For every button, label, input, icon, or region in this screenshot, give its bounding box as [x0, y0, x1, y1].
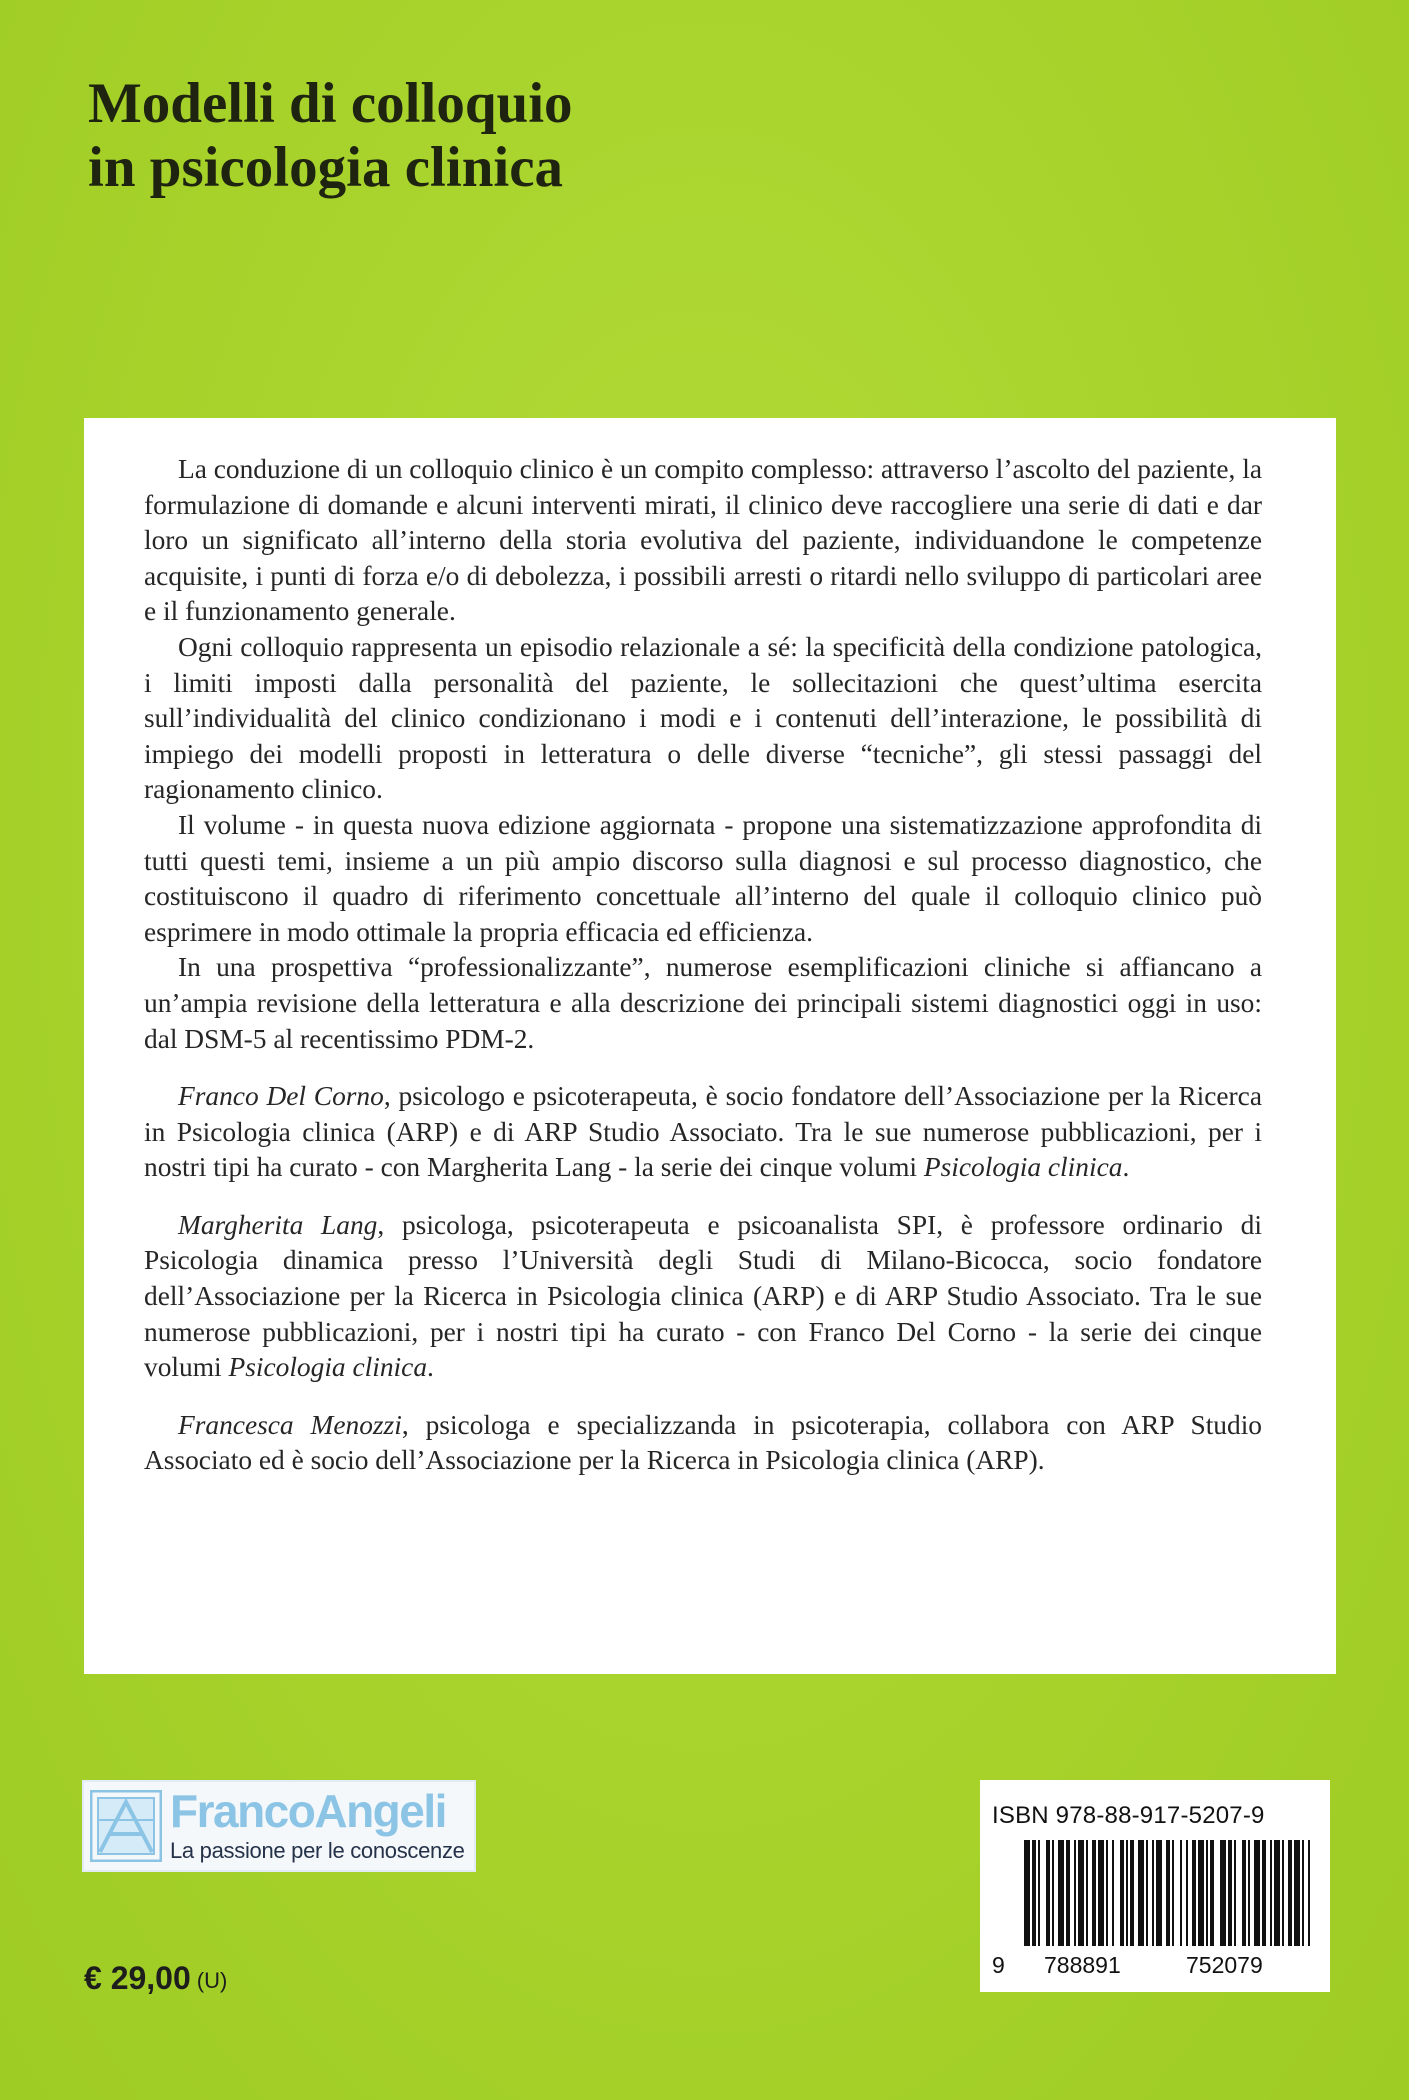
back-cover-blurb — [84, 418, 1336, 1674]
author-name: Francesca Menozzi — [178, 1409, 402, 1440]
isbn-barcode-box — [980, 1780, 1330, 1992]
blurb-paragraph: La conduzione di un colloquio clinico è un compito complesso: attraverso l’ascolto del paziente, la formulazione di domande e alcuni interventi mirati, il clinico deve raccogliere una serie di dati e dar loro un significato all’interno della storia evolutiva del paziente, individuandone le competenze acquisite, i punti di forza e/o di debolezza, i possibili arresti o ritardi nello sviluppo di particolari aree e il funzionamento generale. — [144, 454, 1262, 627]
author-bio — [144, 1079, 1262, 1186]
publisher-emblem-icon — [90, 1790, 162, 1862]
isbn-label: ISBN 978-88-917-5207-9 — [992, 1802, 1265, 1829]
book-title-line-1: Modelli di colloquio — [88, 72, 573, 135]
blurb-paragraph: Il volume - in questa nuova edizione aggiornata - propone una sistematizzazione approfondita di tutti questi temi, insieme a un più ampio discorso sulla diagnosi e sul processo diagnostico, che costituiscono il quadro di riferimento concettuale all’interno del quale il colloquio clinico può esprimere in modo ottimale la propria efficacia ed efficienza. — [144, 809, 1262, 947]
price — [84, 1960, 227, 1997]
publisher-tagline: La passione per le conoscenze — [170, 1838, 465, 1863]
book-title — [88, 72, 573, 200]
author-name: Franco Del Corno — [178, 1081, 384, 1112]
blurb-paragraph: In una prospettiva “professionalizzante”, numerose esemplificazioni cliniche si affiancano a un’ampia revisione della letteratura e alla descrizione dei principali sistemi diagnostici oggi in uso: dal DSM-5 al recentissimo PDM-2. — [144, 952, 1262, 1054]
author-name: Margherita Lang — [178, 1209, 378, 1240]
author-bio-text: , psicologo e psicoterapeuta, è socio fondatore dell’Associazione per la Ricerca in Psicologia clinica (ARP) e di ARP Studio Associato. Tra le sue numerose pubblicazioni, per i nostri tipi ha curato - con Margherita Lang - la serie dei cinque volumi — [144, 1081, 1262, 1183]
author-bio-end: . — [1122, 1152, 1130, 1183]
author-bio-text: , psicologa e specializzanda in psicoterapia, collabora con ARP Studio Associato ed è socio dell’Associazione per la Ricerca in Psicologia clinica (ARP). — [144, 1409, 1262, 1476]
author-bio — [144, 1408, 1262, 1479]
price-amount: € 29,00 — [84, 1960, 191, 1996]
author-bio-end: . — [427, 1352, 434, 1383]
blurb-paragraph: Ogni colloquio rappresenta un episodio relazionale a sé: la specificità della condizione patologica, i limiti imposti dalla personalità del paziente, le sollecitazioni che quest’ultima esercita sull’individualità del clinico condizionano i modi e i contenuti dell’interazione, le possibilità di impiego dei modelli proposti in letteratura o delle diverse “tecniche”, gli stessi passaggi del ragionamento clinico. — [144, 631, 1262, 805]
barcode-digits-left: 788891 — [1044, 1952, 1121, 1978]
price-code: (U) — [196, 1968, 228, 1993]
barcode-digit-first: 9 — [992, 1952, 1005, 1978]
series-title: Psicologia clinica — [228, 1352, 428, 1383]
publisher-name: FrancoAngeli — [170, 1785, 446, 1837]
publisher-logo — [82, 1780, 476, 1872]
book-title-line-2: in psicologia clinica — [88, 136, 564, 199]
barcode-icon — [1024, 1840, 1314, 1958]
barcode-digits-right: 752079 — [1186, 1952, 1263, 1978]
author-bio-text: , psicologa, psicoterapeuta e psicoanalista SPI, è professore ordinario di Psicologia dinamica presso l’Università degli Studi di Milano-Bicocca, socio fondatore dell’Associazione per la Ricerca in Psicologia clinica (ARP) e di ARP Studio Associato. Tra le sue numerose pubblicazioni, per i nostri tipi ha curato - con Franco Del Corno - la serie dei cinque volumi — [144, 1209, 1262, 1383]
series-title: Psicologia clinica — [923, 1152, 1123, 1183]
author-bio — [144, 1208, 1262, 1386]
